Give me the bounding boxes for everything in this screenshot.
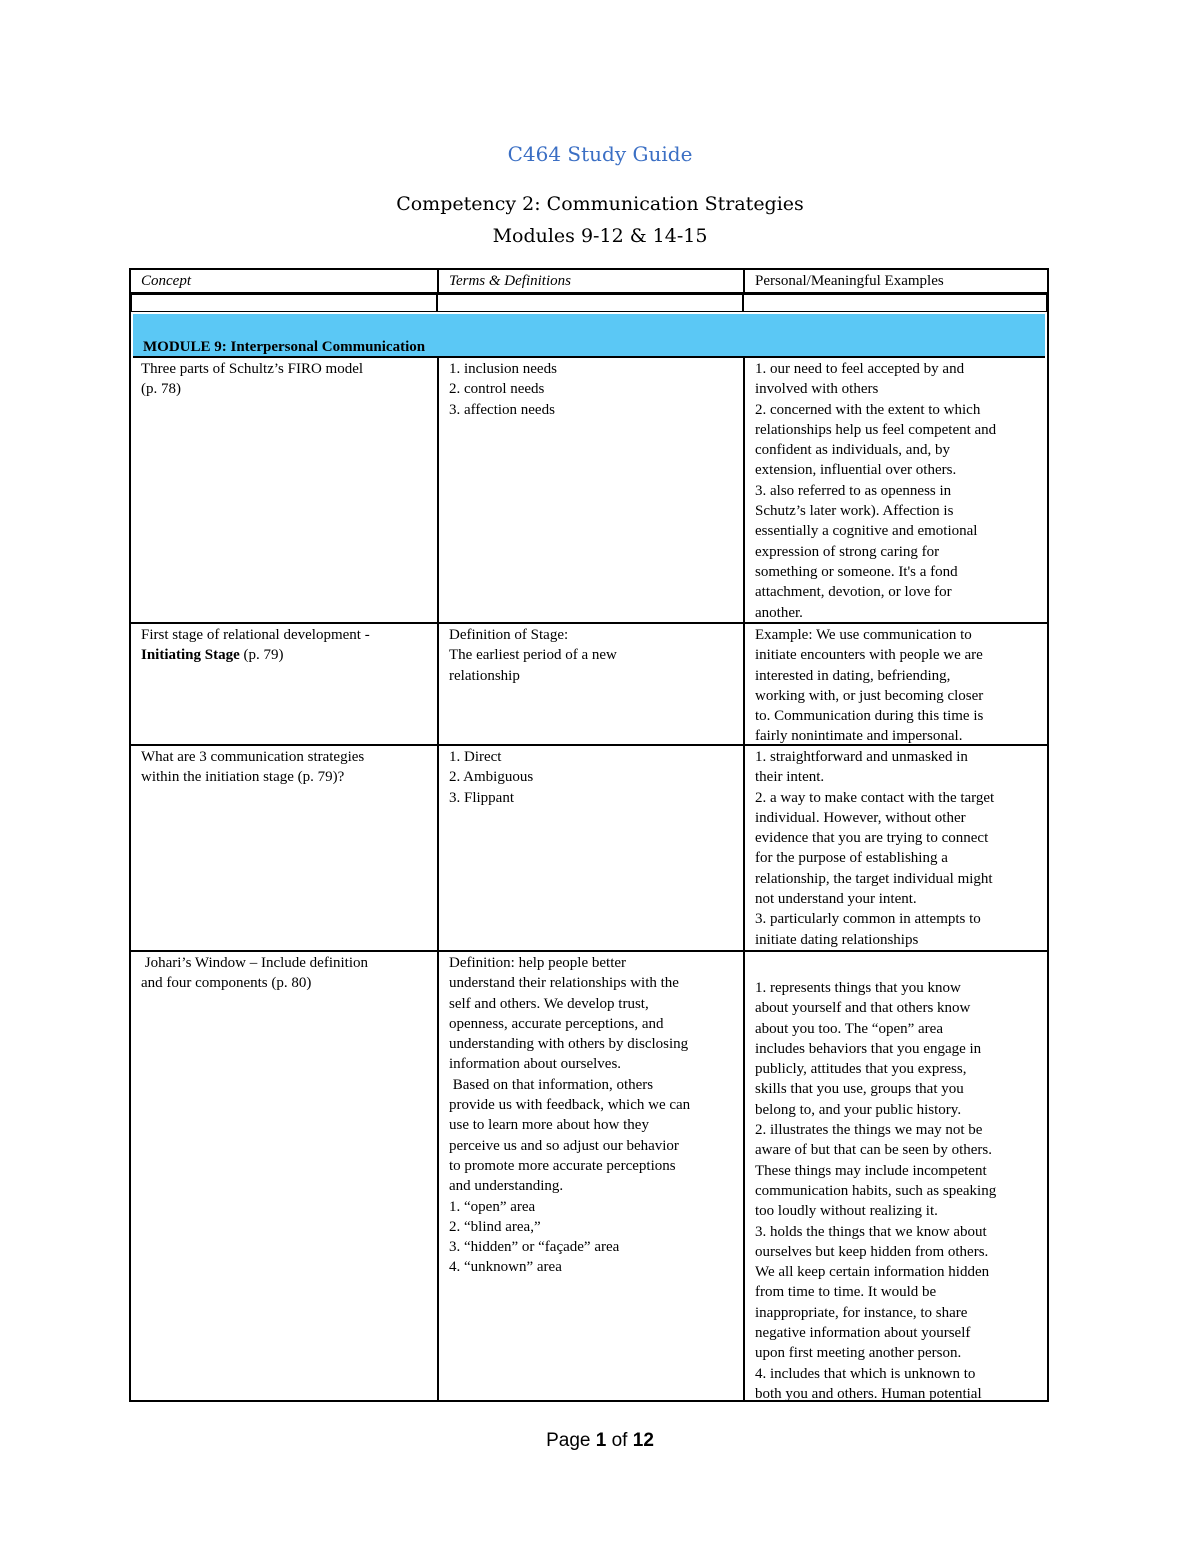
text-line: 3. holds the things that we know about [755,1223,987,1240]
page-number: 1 [595,1430,607,1451]
study-guide-table [129,268,1049,1402]
text-line: First stage of relational development - [141,627,370,643]
text-line: involved with others [755,381,879,398]
text-line: working with, or just becoming closer [755,687,984,704]
text-line: self and others. We develop trust, [449,995,649,1012]
text-line: relationships help us feel competent and [755,421,997,438]
text-line: to promote more accurate perceptions [449,1157,676,1174]
text-line: individual. However, without other [755,809,966,826]
text-line: 4. “unknown” area [449,1259,562,1276]
text-line: expression of strong caring for [755,543,940,560]
text-line: 4. includes that which is unknown to [755,1365,976,1382]
text-line: Three parts of Schultz’s FIRO model [141,361,364,377]
initiating-stage-term: Initiating Stage [141,647,240,664]
text-line: 2. a way to make contact with the target [755,789,995,806]
text-line: These things may include incompetent [755,1162,987,1179]
text-line: belong to, and your public history. [755,1101,962,1118]
text-line: initiate dating relationships [755,931,919,948]
text-line: not understand your intent. [755,891,917,908]
terms-cell [437,746,743,950]
text-line: Definition of Stage: [449,627,569,643]
text-line: includes behaviors that you engage in [755,1040,982,1057]
text-line: 1. our need to feel accepted by and [755,361,965,377]
text-line: evidence that you are trying to connect [755,830,989,847]
text-line: negative information about yourself [755,1325,971,1342]
text-line: 2. Ambiguous [449,769,534,786]
empty-row [131,292,1047,314]
text-line: interested in dating, befriending, [755,667,951,684]
text-line: upon first meeting another person. [755,1345,962,1362]
text-line: within the initiation stage (p. 79)? [141,769,345,786]
text-line: attachment, devotion, or love for [755,584,952,601]
table-row [131,358,1047,624]
text-line: extension, influential over others. [755,462,957,479]
text-line: for the purpose of establishing a [755,850,948,867]
text-line: about yourself and that others know [755,1000,971,1017]
text-line: aware of but that can be seen by others. [755,1142,992,1159]
module-heading-row [133,314,1045,358]
header-examples: Personal/Meaningful Examples [743,270,1047,292]
text-line: The earliest period of a new [449,647,617,664]
terms-cell [437,624,743,744]
module-heading: MODULE 9: Interpersonal Communication [143,339,426,355]
competency-heading: Competency 2: Communication Strategies [396,193,804,215]
page-label: Page [546,1430,591,1451]
text-line: use to learn more about how they [449,1117,649,1134]
text-line: fairly nonintimate and impersonal. [755,728,963,744]
concept-cell [131,358,437,622]
page-footer [0,1430,1200,1452]
document-title: C464 Study Guide [507,142,693,166]
empty-cell [743,294,1047,312]
text-line: Johari’s Window – Include definition [141,955,368,971]
text-line: 3. also referred to as openness in [755,482,952,499]
text-line: Based on that information, others [449,1076,654,1093]
terms-cell [437,952,743,1400]
text-line: to. Communication during this time is [755,708,984,725]
text-line: their intent. [755,769,825,786]
page-total: 12 [632,1430,654,1451]
table-row [131,624,1047,746]
text-line: 2. illustrates the things we may not be [755,1122,983,1139]
text-line: We all keep certain information hidden [755,1264,990,1281]
table-header-row [131,270,1047,294]
text-line: perceive us and so adjust our behavior [449,1137,679,1154]
modules-heading: Modules 9-12 & 14-15 [492,225,708,247]
text-line: initiate encounters with people we are [755,647,983,664]
text-line: both you and others. Human potential [755,1385,982,1400]
text-line: 1. represents things that you know [755,980,961,996]
text-line: another. [755,604,803,621]
examples-cell [743,746,1047,950]
text-line: 1. straightforward and unmasked in [755,749,968,765]
text-line: 1. “open” area [449,1198,536,1215]
text-line: 3. Flippant [449,789,515,806]
header-concept: Concept [141,273,191,289]
text-line: essentially a cognitive and emotional [755,523,978,540]
text-line: publicly, attitudes that you express, [755,1061,967,1078]
text-line: 1. Direct [449,749,502,765]
text-line: from time to time. It would be [755,1284,937,1301]
text-line: and four components (p. 80) [141,975,312,992]
text-line: inappropriate, for instance, to share [755,1304,968,1321]
empty-cell [437,294,743,312]
of-label: of [611,1430,628,1451]
text-line: confident as individuals, and, by [755,442,950,459]
text-line: Example: We use communication to [755,627,972,643]
text-line: provide us with feedback, which we can [449,1097,691,1114]
text-line: skills that you use, groups that you [755,1081,964,1098]
text-line: openness, accurate perceptions, and [449,1015,664,1032]
table-row [131,746,1047,952]
text-line: 2. control needs [449,381,545,398]
header-terms: Terms & Definitions [437,270,743,292]
text-line: 3. particularly common in attempts to [755,911,981,928]
table-row [131,952,1047,1400]
concept-cell [131,952,437,1400]
text-line: 2. “blind area,” [449,1218,541,1235]
text-line: about you too. The “open” area [755,1020,943,1037]
concept-cell [131,624,437,744]
text-line: (p. 78) [141,381,181,398]
text-line: something or someone. It's a fond [755,563,958,580]
page-reference: (p. 79) [239,647,284,664]
text-line: understand their relationships with the [449,975,679,992]
concept-cell [131,746,437,950]
text-line: 1. inclusion needs [449,361,557,377]
text-line: too loudly without realizing it. [755,1203,938,1220]
text-line: communication habits, such as speaking [755,1182,997,1199]
text-line: ourselves but keep hidden from others. [755,1243,989,1260]
text-line: 3. “hidden” or “façade” area [449,1239,620,1256]
text-line: Schutz’s later work). Affection is [755,503,954,520]
examples-cell [743,358,1047,622]
text-line: relationship, the target individual might [755,870,993,887]
examples-cell [743,952,1047,1400]
terms-cell [437,358,743,622]
examples-cell [743,624,1047,744]
text-line: information about ourselves. [449,1056,622,1073]
text-line: and understanding. [449,1178,564,1195]
text-line: 2. concerned with the extent to which [755,401,981,418]
text-line: What are 3 communication strategies [141,749,365,765]
text-line: 3. affection needs [449,401,555,418]
text-line: understanding with others by disclosing [449,1036,689,1053]
empty-cell [131,294,437,312]
text-line: Definition: help people better [449,955,627,971]
text-line: relationship [449,667,520,684]
